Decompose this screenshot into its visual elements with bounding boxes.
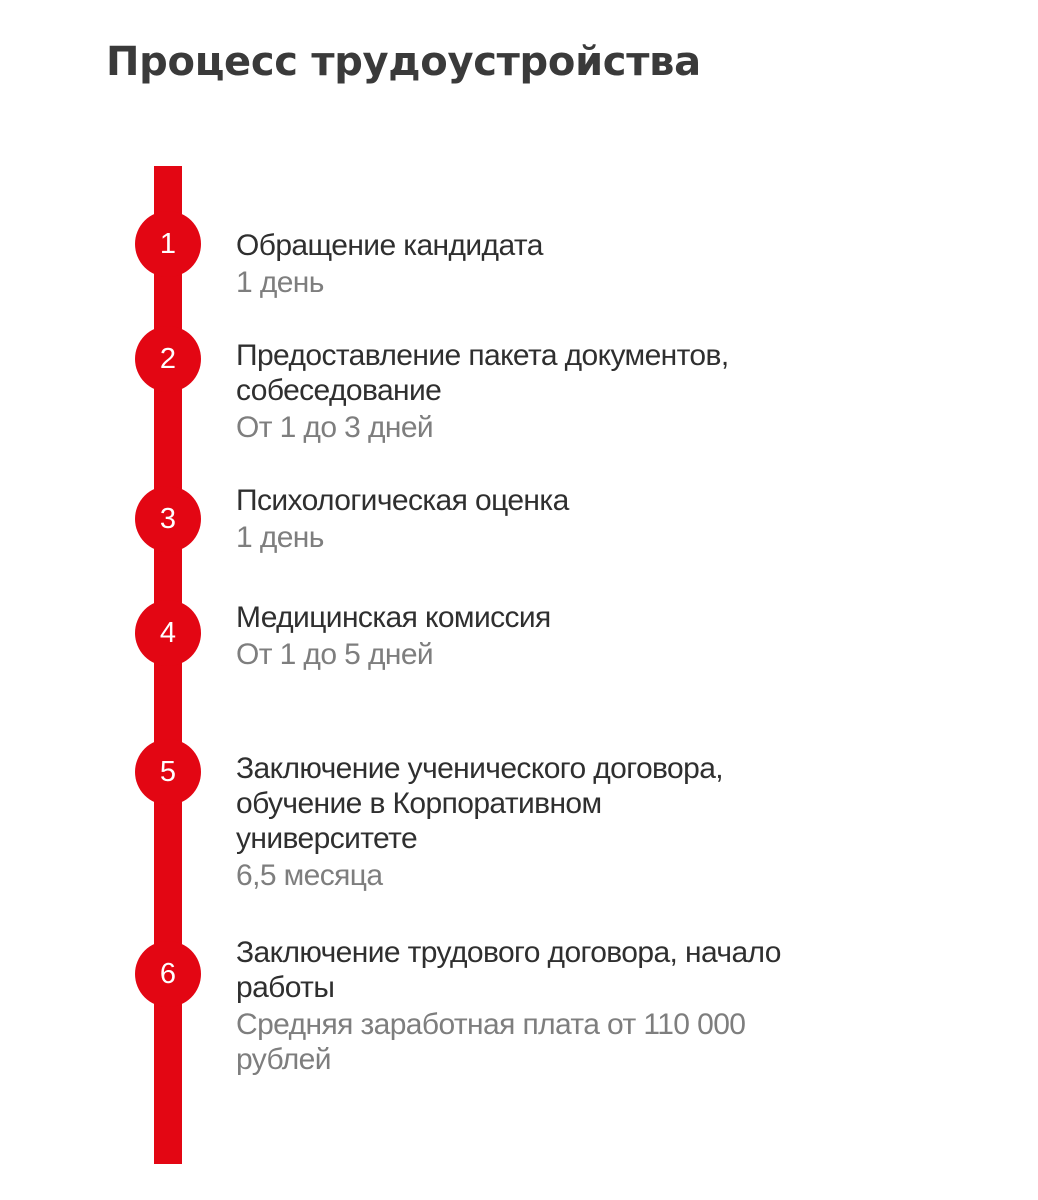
step-5-marker: 5 [135,739,201,805]
step-4 [236,600,916,672]
step-6-title: Заключение трудового договора, начало работы [236,936,781,1004]
step-6-detail: Средняя заработная плата от 110 000 рублей [236,1008,746,1076]
step-5 [236,751,916,893]
step-1 [236,228,916,300]
step-6-marker: 6 [135,941,201,1007]
step-3-title: Психологическая оценка [236,484,569,517]
step-2 [236,338,916,445]
step-1-detail: 1 день [236,266,324,299]
page-title: Процесс трудоустройства [106,39,701,85]
step-4-detail: От 1 до 5 дней [236,638,434,671]
step-3-marker: 3 [135,486,201,552]
step-3 [236,483,916,555]
step-4-title: Медицинская комиссия [236,601,551,634]
step-5-detail: 6,5 месяца [236,859,383,892]
step-1-title: Обращение кандидата [236,229,543,262]
step-2-marker: 2 [135,326,201,392]
step-6 [236,935,916,1077]
step-2-title: Предоставление пакета документов, собеседование [236,339,729,407]
step-1-marker: 1 [135,211,201,277]
step-2-detail: От 1 до 3 дней [236,411,434,444]
step-5-title: Заключение ученического договора, обучение в Корпоративном университете [236,752,724,855]
step-4-marker: 4 [135,600,201,666]
step-3-detail: 1 день [236,521,324,554]
